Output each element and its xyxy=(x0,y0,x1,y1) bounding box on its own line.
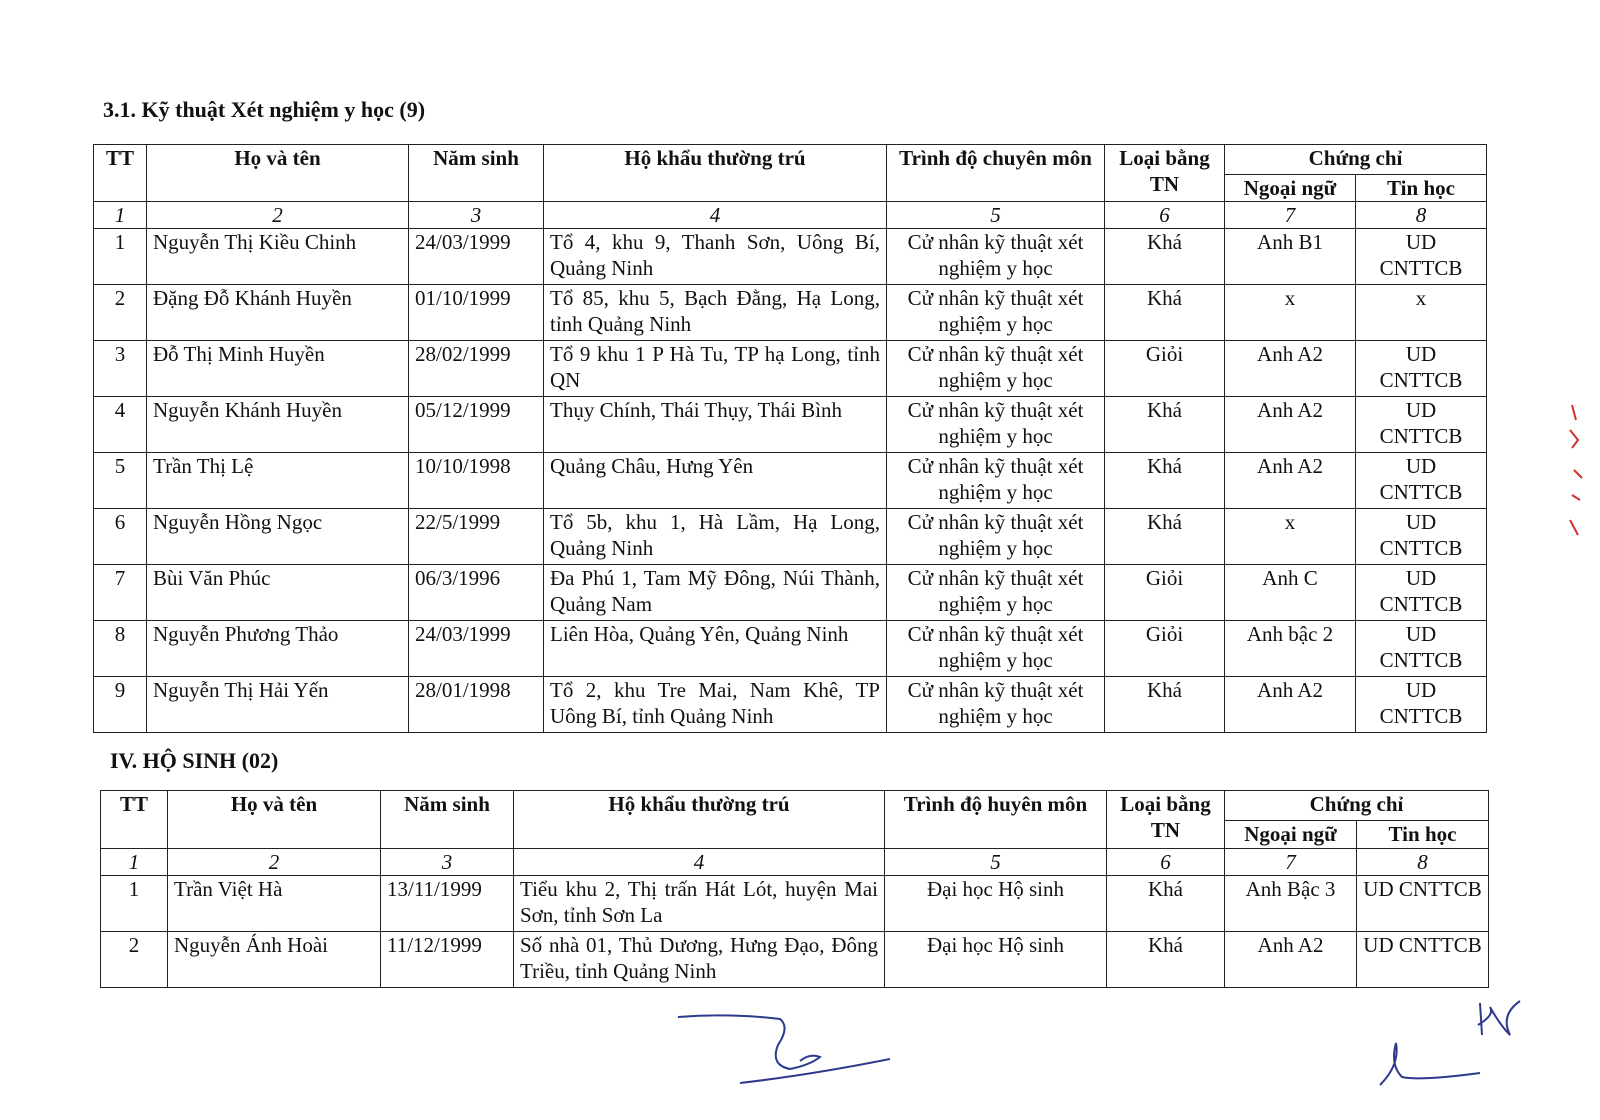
cell-lang: Anh A2 xyxy=(1225,341,1356,397)
col-number: 3 xyxy=(381,849,514,876)
col-number: 6 xyxy=(1107,849,1225,876)
cell-grade: Giỏi xyxy=(1105,621,1225,677)
header-lang: Ngoại ngữ xyxy=(1225,821,1357,849)
cell-address: Số nhà 01, Thủ Dương, Hưng Đạo, Đông Triều, tỉnh Quảng Ninh xyxy=(514,932,885,988)
section-iv-heading: IV. HỘ SINH (02) xyxy=(110,748,279,773)
cell-address: Tổ 5b, khu 1, Hà Lầm, Hạ Long, Quảng Ninh xyxy=(544,509,887,565)
cell-lang: Anh A2 xyxy=(1225,932,1357,988)
col-number: 7 xyxy=(1225,202,1356,229)
column-number-row xyxy=(101,849,1489,876)
cell-name: Đặng Đỗ Khánh Huyền xyxy=(147,285,409,341)
header-cert: Chứng chỉ xyxy=(1225,791,1489,821)
cell-name: Bùi Văn Phúc xyxy=(147,565,409,621)
cell-tt: 6 xyxy=(94,509,147,565)
cell-name: Trần Việt Hà xyxy=(168,876,381,932)
signature-1 xyxy=(670,1005,920,1095)
cell-name: Trần Thị Lệ xyxy=(147,453,409,509)
cell-it: x xyxy=(1356,285,1487,341)
cell-address: Đa Phú 1, Tam Mỹ Đông, Núi Thành, Quảng Nam xyxy=(544,565,887,621)
cell-level: Cử nhân kỹ thuật xét nghiệm y học xyxy=(887,453,1105,509)
cell-tt: 2 xyxy=(101,932,168,988)
header-address: Hộ khẩu thường trú xyxy=(544,145,887,202)
cell-lang: Anh B1 xyxy=(1225,229,1356,285)
cell-grade: Giỏi xyxy=(1105,341,1225,397)
header-cert: Chứng chỉ xyxy=(1225,145,1487,175)
table-row xyxy=(94,341,1487,397)
cell-lang: Anh C xyxy=(1225,565,1356,621)
header-tt: TT xyxy=(94,145,147,202)
cell-name: Đỗ Thị Minh Huyền xyxy=(147,341,409,397)
cell-lang: x xyxy=(1225,509,1356,565)
cell-lang: Anh Bậc 3 xyxy=(1225,876,1357,932)
cell-grade: Khá xyxy=(1107,876,1225,932)
cell-tt: 1 xyxy=(94,229,147,285)
table-row xyxy=(101,932,1489,988)
col-number: 4 xyxy=(514,849,885,876)
cell-level: Cử nhân kỹ thuật xét nghiệm y học xyxy=(887,509,1105,565)
cell-it: UD CNTTCB xyxy=(1357,876,1489,932)
cell-tt: 5 xyxy=(94,453,147,509)
cell-it: UD CNTTCB xyxy=(1356,621,1487,677)
header-grade: Loại bằng TN xyxy=(1107,791,1225,849)
cell-level: Cử nhân kỹ thuật xét nghiệm y học xyxy=(887,397,1105,453)
cell-level: Đại học Hộ sinh xyxy=(885,932,1107,988)
cell-birth: 11/12/1999 xyxy=(381,932,514,988)
cell-lang: Anh A2 xyxy=(1225,397,1356,453)
cell-birth: 28/01/1998 xyxy=(409,677,544,733)
cell-grade: Khá xyxy=(1105,285,1225,341)
cell-birth: 06/3/1996 xyxy=(409,565,544,621)
header-lang: Ngoại ngữ xyxy=(1225,175,1356,202)
col-number: 1 xyxy=(94,202,147,229)
header-grade: Loại bằng TN xyxy=(1105,145,1225,202)
cell-address: Thụy Chính, Thái Thụy, Thái Bình xyxy=(544,397,887,453)
cell-lang: Anh bậc 2 xyxy=(1225,621,1356,677)
cell-it: UD CNTTCB xyxy=(1356,397,1487,453)
cell-lang: x xyxy=(1225,285,1356,341)
cell-it: UD CNTTCB xyxy=(1356,565,1487,621)
cell-it: UD CNTTCB xyxy=(1356,509,1487,565)
cell-address: Tổ 2, khu Tre Mai, Nam Khê, TP Uông Bí, tỉnh Quảng Ninh xyxy=(544,677,887,733)
cell-it: UD CNTTCB xyxy=(1356,229,1487,285)
cell-tt: 9 xyxy=(94,677,147,733)
col-number: 2 xyxy=(168,849,381,876)
header-birth: Năm sinh xyxy=(381,791,514,849)
table-row xyxy=(94,621,1487,677)
cell-name: Nguyễn Thị Hải Yến xyxy=(147,677,409,733)
cell-address: Liên Hòa, Quảng Yên, Quảng Ninh xyxy=(544,621,887,677)
cell-birth: 10/10/1998 xyxy=(409,453,544,509)
col-number: 7 xyxy=(1225,849,1357,876)
cell-level: Đại học Hộ sinh xyxy=(885,876,1107,932)
table-row xyxy=(94,565,1487,621)
cell-grade: Khá xyxy=(1105,397,1225,453)
cell-birth: 13/11/1999 xyxy=(381,876,514,932)
table-row xyxy=(94,453,1487,509)
table-row xyxy=(94,677,1487,733)
col-number: 5 xyxy=(885,849,1107,876)
cell-it: UD CNTTCB xyxy=(1356,341,1487,397)
cell-address: Tổ 4, khu 9, Thanh Sơn, Uông Bí, Quảng Ninh xyxy=(544,229,887,285)
col-number: 5 xyxy=(887,202,1105,229)
cell-name: Nguyễn Phương Thảo xyxy=(147,621,409,677)
cell-level: Cử nhân kỹ thuật xét nghiệm y học xyxy=(887,229,1105,285)
col-number: 2 xyxy=(147,202,409,229)
cell-birth: 28/02/1999 xyxy=(409,341,544,397)
stamp-edge xyxy=(1560,400,1600,550)
cell-tt: 7 xyxy=(94,565,147,621)
cell-name: Nguyễn Ánh Hoài xyxy=(168,932,381,988)
header-name: Họ và tên xyxy=(168,791,381,849)
cell-address: Tiểu khu 2, Thị trấn Hát Lót, huyện Mai Sơn, tỉnh Sơn La xyxy=(514,876,885,932)
header-tt: TT xyxy=(101,791,168,849)
cell-tt: 2 xyxy=(94,285,147,341)
cell-it: UD CNTTCB xyxy=(1357,932,1489,988)
cell-lang: Anh A2 xyxy=(1225,677,1356,733)
midwifery-table xyxy=(100,790,1489,988)
cell-birth: 05/12/1999 xyxy=(409,397,544,453)
cell-tt: 3 xyxy=(94,341,147,397)
cell-birth: 24/03/1999 xyxy=(409,229,544,285)
cell-birth: 01/10/1999 xyxy=(409,285,544,341)
signature-2 xyxy=(1360,995,1540,1095)
col-number: 6 xyxy=(1105,202,1225,229)
cell-it: UD CNTTCB xyxy=(1356,677,1487,733)
col-number: 3 xyxy=(409,202,544,229)
header-address: Hộ khẩu thường trú xyxy=(514,791,885,849)
cell-grade: Khá xyxy=(1107,932,1225,988)
cell-tt: 1 xyxy=(101,876,168,932)
cell-grade: Khá xyxy=(1105,453,1225,509)
header-birth: Năm sinh xyxy=(409,145,544,202)
col-number: 4 xyxy=(544,202,887,229)
table-row xyxy=(94,509,1487,565)
section-3-1-heading: 3.1. Kỹ thuật Xét nghiệm y học (9) xyxy=(103,97,426,122)
cell-level: Cử nhân kỹ thuật xét nghiệm y học xyxy=(887,677,1105,733)
cell-address: Tổ 85, khu 5, Bạch Đằng, Hạ Long, tỉnh Quảng Ninh xyxy=(544,285,887,341)
cell-birth: 22/5/1999 xyxy=(409,509,544,565)
cell-grade: Khá xyxy=(1105,509,1225,565)
cell-it: UD CNTTCB xyxy=(1356,453,1487,509)
cell-tt: 8 xyxy=(94,621,147,677)
cell-level: Cử nhân kỹ thuật xét nghiệm y học xyxy=(887,565,1105,621)
cell-lang: Anh A2 xyxy=(1225,453,1356,509)
cell-birth: 24/03/1999 xyxy=(409,621,544,677)
col-number: 8 xyxy=(1357,849,1489,876)
header-name: Họ và tên xyxy=(147,145,409,202)
table-row xyxy=(94,285,1487,341)
header-level: Trình độ huyên môn xyxy=(885,791,1107,849)
cell-address: Tổ 9 khu 1 P Hà Tu, TP hạ Long, tỉnh QN xyxy=(544,341,887,397)
cell-grade: Khá xyxy=(1105,677,1225,733)
cell-tt: 4 xyxy=(94,397,147,453)
header-level: Trình độ chuyên môn xyxy=(887,145,1105,202)
cell-name: Nguyễn Hồng Ngọc xyxy=(147,509,409,565)
table-row xyxy=(94,229,1487,285)
column-number-row xyxy=(94,202,1487,229)
header-it: Tin học xyxy=(1357,821,1489,849)
col-number: 1 xyxy=(101,849,168,876)
cell-address: Quảng Châu, Hưng Yên xyxy=(544,453,887,509)
cell-name: Nguyễn Khánh Huyền xyxy=(147,397,409,453)
cell-level: Cử nhân kỹ thuật xét nghiệm y học xyxy=(887,621,1105,677)
table-row xyxy=(94,397,1487,453)
header-it: Tin học xyxy=(1356,175,1487,202)
table-row xyxy=(101,876,1489,932)
cell-grade: Khá xyxy=(1105,229,1225,285)
col-number: 8 xyxy=(1356,202,1487,229)
medical-lab-table xyxy=(93,144,1487,733)
cell-grade: Giỏi xyxy=(1105,565,1225,621)
cell-name: Nguyễn Thị Kiều Chinh xyxy=(147,229,409,285)
cell-level: Cử nhân kỹ thuật xét nghiệm y học xyxy=(887,341,1105,397)
cell-level: Cử nhân kỹ thuật xét nghiệm y học xyxy=(887,285,1105,341)
